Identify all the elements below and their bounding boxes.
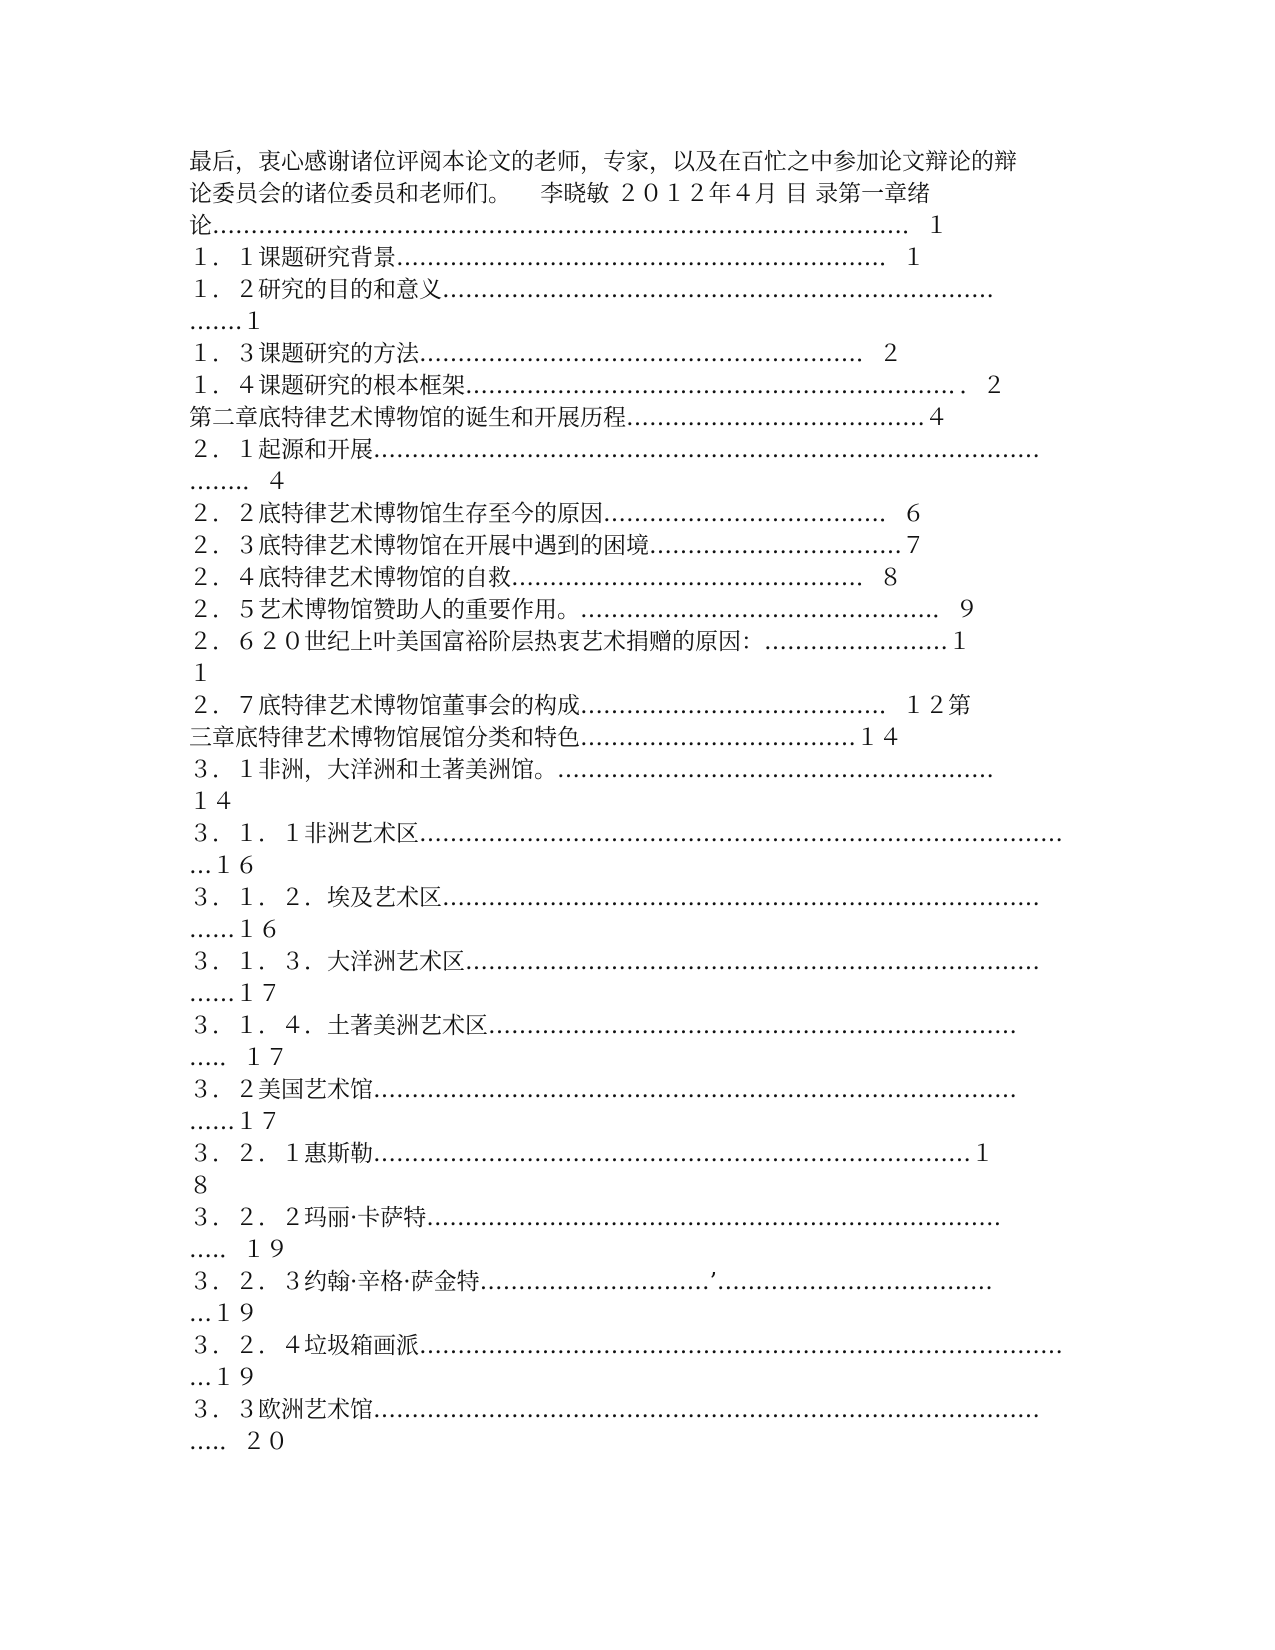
document-line: ２．４底特律艺术博物馆的自救………………………………………．８ xyxy=(189,565,902,591)
document-line: ２．６２０世纪上叶美国富裕阶层热衷艺术捐赠的原因：……………………１ xyxy=(189,629,971,655)
document-line: …….．４ xyxy=(189,469,289,495)
document-line: …１９ xyxy=(189,1365,258,1391)
document-line: ３．１．４．土著美洲艺术区…………………………………………………………… xyxy=(189,1013,1017,1039)
document-line: ….．１９ xyxy=(189,1237,289,1263)
document-line: 最后，衷心感谢诸位评阅本论文的老师，专家，以及在百忙之中参加论文辩论的辩 xyxy=(189,149,1017,175)
document-line: ２．１起源和开展…………………………………………………………………………… xyxy=(189,437,1040,463)
document-line: １．４课题研究的根本框架………………………………………………………．．２ xyxy=(189,373,1006,399)
document-line: ２．３底特律艺术博物馆在开展中遇到的困境……………………………７ xyxy=(189,533,925,559)
document-line: ３．１非洲，大洋洲和土著美洲馆。………………………………………………… xyxy=(189,757,994,783)
document-body xyxy=(189,146,1084,1458)
document-line: １．３课题研究的方法…………………………………………………．２ xyxy=(189,341,902,367)
document-line: １．２研究的目的和意义……………………………………………………………… xyxy=(189,277,994,303)
document-line: ……１７ xyxy=(189,1109,281,1135)
document-line: ３．３欧洲艺术馆…………………………………………………………………………… xyxy=(189,1397,1040,1423)
document-line: ３．２．３约翰·辛格·萨金特…………………………’……………………………… xyxy=(189,1269,993,1295)
document-line: １ xyxy=(189,661,212,687)
document-line: ２．７底特律艺术博物馆董事会的构成…………………………………．１２第 xyxy=(189,693,971,719)
document-line: ３．２．４垃圾箱画派………………………………………………………………………… xyxy=(189,1333,1063,1359)
document-line: …１９ xyxy=(189,1301,258,1327)
document-line: ８ xyxy=(189,1173,212,1199)
document-line: ３．２．１惠斯勒……………………………………………………………………１ xyxy=(189,1141,994,1167)
document-line: ２．２底特律艺术博物馆生存至今的原因………………………………．６ xyxy=(189,501,925,527)
document-line: ……１７ xyxy=(189,981,281,1007)
document-line: １４ xyxy=(189,789,235,815)
document-line: …….１ xyxy=(189,309,266,335)
document-line: …１６ xyxy=(189,853,258,879)
document-line: １．１课题研究背景………………………………………………………．１ xyxy=(189,245,925,271)
document-line: 论委员会的诸位委员和老师们。 李晓敏 ２０１２年４月 目 录第一章绪 xyxy=(189,181,931,207)
document-line: ３．２美国艺术馆………………………………………………………………………… xyxy=(189,1077,1017,1103)
document-line: 第二章底特律艺术博物馆的诞生和开展历程…………………………………４ xyxy=(189,405,948,431)
document-line: ２．５艺术博物馆赞助人的重要作用。……………………………………….．９ xyxy=(189,597,979,623)
document-line: ３．１．１非洲艺术区………………………………………………………………………… xyxy=(189,821,1063,847)
document-line: ３．１．２．埃及艺术区…………………………………………………………………… xyxy=(189,885,1040,911)
document-line: ….．１７ xyxy=(189,1045,289,1071)
document-line: 三章底特律艺术博物馆展馆分类和特色………………………………１４ xyxy=(189,725,902,751)
document-line: ３．２．２玛丽·卡萨特………………………………………………………………… xyxy=(189,1205,1002,1231)
document-line: ……１６ xyxy=(189,917,281,943)
document-line: ３．１．３．大洋洲艺术区………………………………………………………………… xyxy=(189,949,1040,975)
document-line: ….．２０ xyxy=(189,1429,289,1455)
document-line: 论………………………………………………………………………………．１ xyxy=(189,213,948,239)
